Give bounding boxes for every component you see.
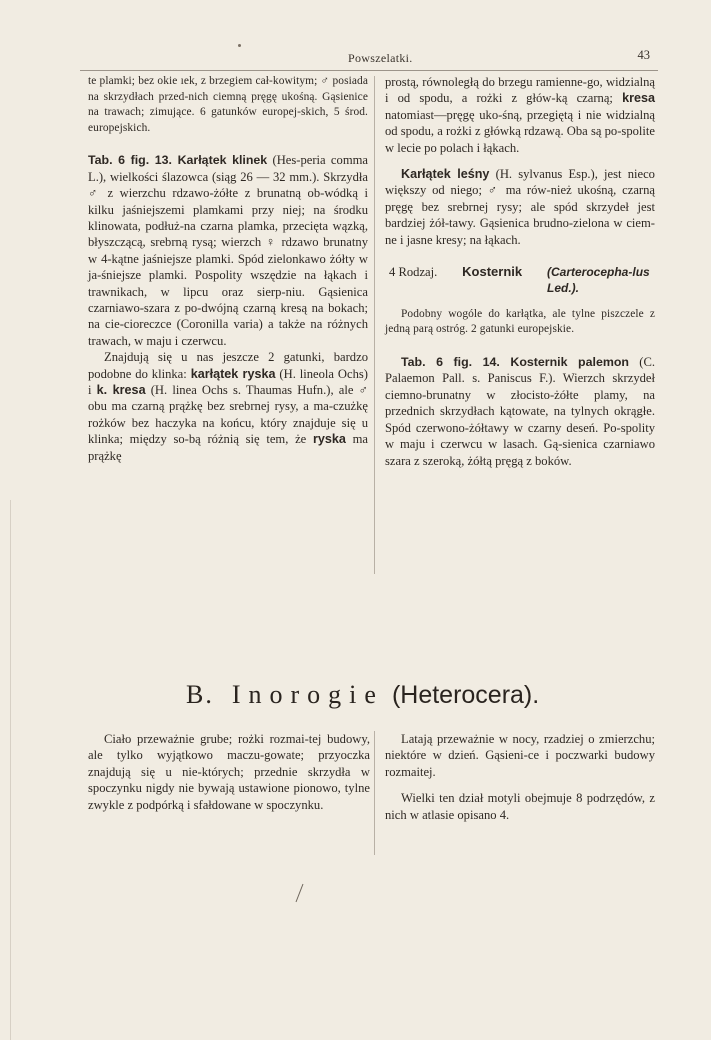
species-kresa: k. kresa — [96, 383, 146, 398]
section-name: Inorogie — [231, 680, 384, 709]
genus-label: 4 Rodzaj. — [389, 265, 438, 280]
intro-paragraph: te plamki; bez okie ıek, z brzegiem cał-kowitym; ♂ posiada na skrzydłach przed-nich ciemną pręgę ukośną. Gąsienice na trawach; zimujące. 6 gatunków europej-skich, 5 środ. europejskich. — [88, 75, 368, 134]
similar-text-c: (H. linea Ochs s. Thaumas Hufn.), ale ♂ obu ma czarną prążkę bez srebrnej rysy, a ma-czużkę rożków bez haczyka na końcu, który znajduje się u klinka; między so-bą różnią się tem, że — [88, 383, 369, 447]
species-lesny: Karłątek leśny — [401, 167, 490, 182]
genus-latin: (Carterocepha-lus Led.). — [547, 265, 650, 296]
heterocera-summary: Wielki ten dział motyli obejmuje 8 podrzędów, z nich w atlasie opisano 4. — [385, 791, 655, 822]
page-header — [80, 48, 658, 70]
species-ryska-ref: ryska — [312, 432, 346, 447]
similar-text-a: Znajdują się u nas jeszcze 2 gatunki, bardzo podobne do klinka: — [88, 350, 368, 381]
continued-text-a: prostą, równoległą do brzegu ramienne-go, widzialną i od spodu, a rożki z głów-ką czarną; — [385, 75, 655, 106]
print-speck — [238, 44, 241, 47]
genus-heading — [385, 264, 655, 297]
running-head: Powszelatki. — [348, 51, 413, 65]
continued-paragraph — [385, 74, 655, 156]
header-rule — [80, 70, 658, 71]
page-edge-shadow — [10, 500, 11, 1040]
page-number: 43 — [637, 48, 650, 62]
entry-14-heading: Tab. 6 fig. 14. Kosternik palemon — [401, 355, 629, 370]
heterocera-description: Ciało przeważnie grube; rożki rozmai-tej budowy, ale tylko wyjątkowo maczu-gowate; przyoczka znajdują się u nie-których; przednie skrzydła w spoczynku nigdy nie bywają ustawione pionowo, tylne zwykle z podpórką i sfałdowane w spoczynku. — [88, 732, 370, 812]
genus-description: Podobny wogóle do karłątka, ale tylne piszczele z jedną parą ostróg. 2 gatunki europejskie. — [385, 307, 655, 336]
right-column-bottom — [385, 731, 655, 823]
entry-13 — [88, 152, 368, 349]
section-latin: (Heterocera). — [391, 681, 540, 709]
similar-species-paragraph — [88, 349, 368, 464]
left-column-bottom — [88, 731, 370, 813]
entry-13-heading: Tab. 6 fig. 13. Karłątek klinek — [88, 153, 268, 168]
entry-13-text: (Hes-peria comma L.), wielkości ślazowca (siąg 26 — 32 mm.). Skrzydła ♂ z wierzchu rdzawo-żółte z brunatną ob-wódką i kilku jaśniejszemi plamkami przy niej; na środku klinowata, podłuż-na czarna plamka, przecięta wązką, błyszczącą, srebrną rysą; wierzch ♀ rdzawo brunatny w 4-kątne jaśniejsze plamki. Spód zielonkawo żółty w ja-śniejsze plamki. Pospolity wszędzie na łąkach i trawnikach, w lipcu oraz sierp-niu. Gąsienica czarniawo-szara z po-dwójną czarną kresą na bokach; na cie-cioreczce (Coronilla varia) a także na różnych trawach, w maju i czerwcu. — [88, 153, 368, 348]
heterocera-habits: Latają przeważnie w nocy, rzadziej o zmierzchu; niektóre w dzień. Gąsieni-ce i poczwarki budowy rozmaitej. — [385, 732, 655, 779]
similar-text-b: (H. lineola Ochs) i — [88, 366, 369, 398]
column-divider-bottom — [374, 731, 375, 855]
species-kresa-ref: kresa — [622, 91, 655, 106]
footer-slash-mark — [293, 882, 305, 904]
continued-text-b: natomiast—pręgę uko-śną, przegiętą i nie widzialną od spodu, a rożki z główką rdzawą. Oba są po-spolite w lecie po polach i łąkach. — [385, 107, 655, 155]
entry-14-text: (C. Palaemon Pall. s. Paniscus F.). Wierzch skrzydeł ciemno-brunatny w złocisto-żółte plamy, na przednich skrzydłach kątowate, na tylnych okrągłe. Spód czerwono-żółtawy w czarny deseń. Po-spolity w maju i czerwcu w lasach. Gą-sienica czarniawo szara z szeroką, żółtą pręgą z boków. — [385, 355, 655, 468]
lesny-paragraph — [385, 166, 655, 248]
species-ryska: karłątek ryska — [190, 366, 276, 381]
genus-name: Kosternik — [462, 264, 523, 280]
lesny-text: (H. sylvanus Esp.), jest nieco większy od niego; ♂ ma rów-nież ukośną, czarną pręgę bez srebrnej rysy; ale spód skrzydeł jest bardziej żół-tawy. Gąsienica brudno-zielona w ciem-ne i jasne kresy; na łąkach. — [385, 167, 655, 247]
section-letter: B. — [186, 680, 214, 709]
entry-14 — [385, 354, 655, 469]
similar-text-d: ma prążkę — [88, 432, 368, 463]
right-column-top — [385, 74, 655, 469]
left-column-top — [88, 74, 368, 464]
column-divider — [374, 76, 375, 574]
section-title — [186, 680, 539, 710]
